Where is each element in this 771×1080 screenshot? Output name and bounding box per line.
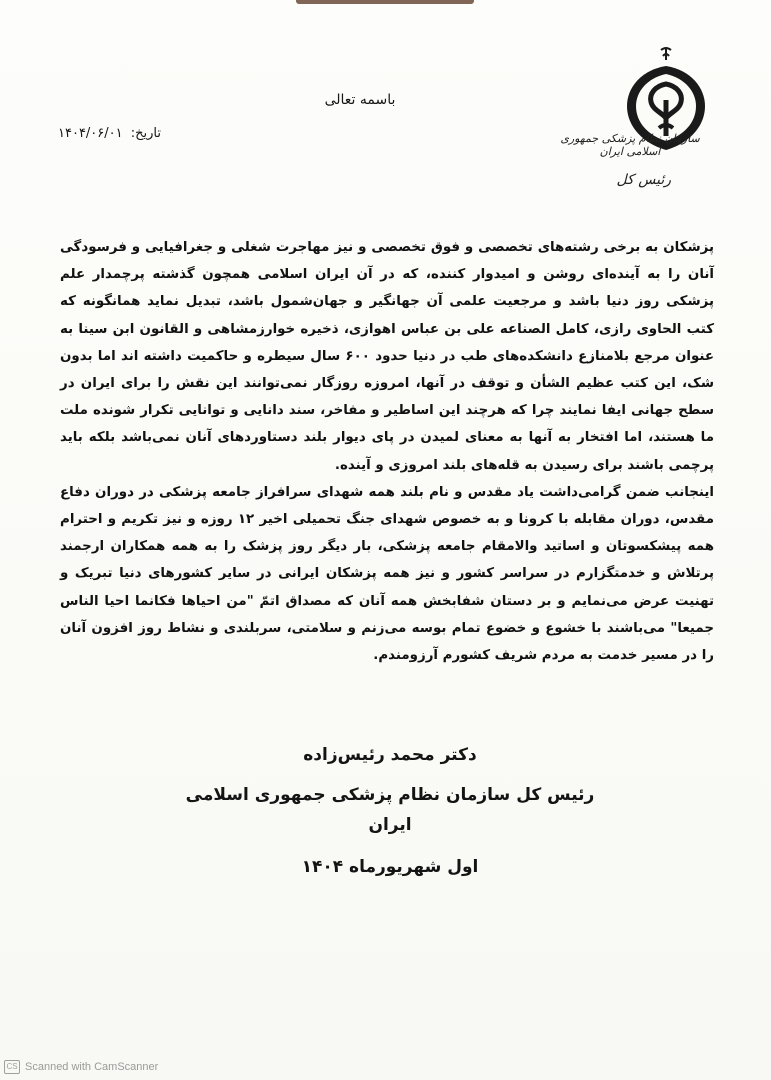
body-paragraph: اینجانب ضمن گرامی‌داشت یاد مقدس و نام بلند همه شهدای سرافراز جامعه پزشکی در دوران دفاع مقدس، دوران مقابله با کرونا و به خصوص شهدای جنگ تحمیلی اخیر ۱۲ روزه و نیز تکریم و احترام همه پیشکسوتان و اساتید والامقام جامعه پزشکی، بار دیگر روز پزشک را به همه همکاران ارجمند پرتلاش و خدمتگزارم در سراسر کشور و نیز همه پزشکان ایرانی در سایر کشورهای دنیا تبریک و تهنیت عرض می‌نمایم و بر دستان شفابخش همه آنان که مصداق اتمّ "من احیاها فکانما احیا الناس جمیعا" می‌باشند با خشوع و خضوع تمام بوسه می‌زنم و سلامتی، سربلندی و نشاط روز افزون آنان را در مسیر خدمت به مردم شریف کشورم آرزومندم. [60, 484, 714, 664]
scanner-watermark [4, 1060, 158, 1074]
letter-date [58, 126, 161, 141]
signatory-name: دکتر محمد رئیس‌زاده [303, 745, 477, 765]
invocation-heading: باسمه تعالی [324, 92, 396, 108]
signature-block [180, 740, 600, 882]
signature-date: اول شهریورماه ۱۴۰۴ [301, 857, 479, 877]
letter-body [60, 234, 714, 669]
signatory-title: رئیس کل سازمان نظام پزشکی جمهوری اسلامی ایران [185, 785, 595, 835]
organization-name: سازمان نظام پزشکی جمهوری اسلامی ایران [560, 132, 700, 158]
date-value: ۱۴۰۴/۰۶/۰۱ [58, 126, 123, 141]
body-paragraph: پزشکان به برخی رشته‌های تخصصی و فوق تخصصی و نیز مهاجرت شغلی و جغرافیایی و فرسودگی آنان را به آینده‌ای روشن و امیدوار کننده، که در آن ایران اسلامی همچون گذشته پرچمدار علم پزشکی روز دنیا باشد و مرجعیت علمی آن جهانگیر و جهان‌شمول باشد، تبدیل نماید همانگونه که کتب الحاوی رازی، کامل الصناعه علی بن عباس اهوازی، ذخیره خوارزمشاهی و القانون ابن سینا به عنوان مرجع بلامنازع دانشکده‌های طب در دنیا حدود ۶۰۰ سال سیطره و حاکمیت داشته اند اما بدون شک، این کتب عظیم الشأن و توقف در آنها، امروزه روزگار نمی‌توانند این نقش را برای ایران در سطح جهانی ایفا نمایند چرا که هرچند این اساطیر و مفاخر، سند دانایی و توانایی تکرار شونده ملت ما هستند، اما افتخار به آنها به معنای لمیدن در پای دیوار بلند دستاوردهای آنان نمی‌باشد بلکه باید پرچمی باشند برای رسیدن به قله‌های بلند امروزی و آینده. [60, 240, 714, 473]
date-label: تاریخ: [130, 126, 162, 141]
binder-clip-edge [296, 0, 474, 4]
scanner-text: Scanned with CamScanner [25, 1061, 159, 1073]
camscanner-badge-icon: CS [4, 1060, 20, 1074]
organization-role: رئیس کل [616, 172, 671, 188]
